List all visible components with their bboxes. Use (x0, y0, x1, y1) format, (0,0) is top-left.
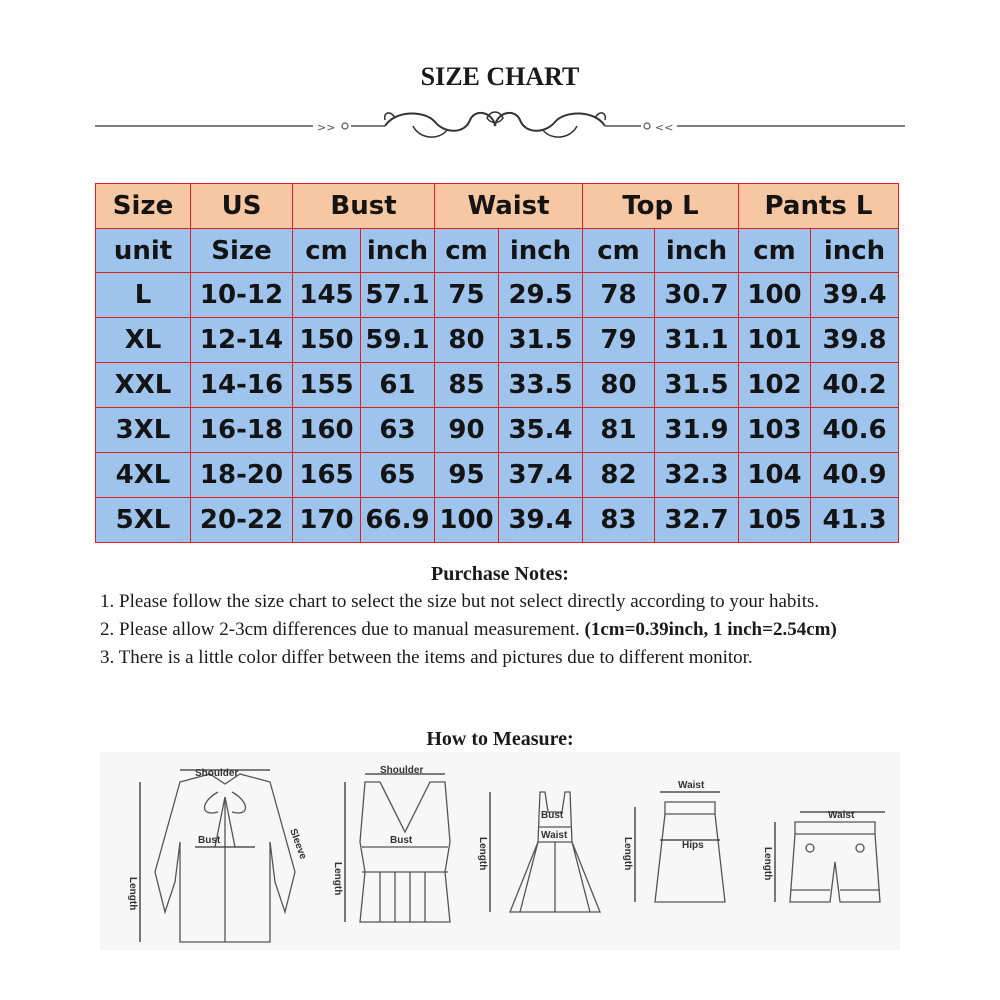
how-to-measure-title: How to Measure: (426, 728, 574, 750)
table-cell: 12-14 (191, 318, 293, 363)
table-cell: 102 (739, 363, 811, 408)
table-cell: 40.9 (811, 453, 899, 498)
size-table (95, 183, 899, 543)
table-row (96, 408, 899, 453)
table-cell: 75 (435, 273, 499, 318)
table-cell: 31.5 (499, 318, 583, 363)
table-cell: 32.3 (655, 453, 739, 498)
table-row (96, 273, 899, 318)
table-cell: 39.4 (499, 498, 583, 543)
table-cell: 104 (739, 453, 811, 498)
table-cell: 59.1 (361, 318, 435, 363)
waist-label-2: Waist (678, 780, 705, 791)
table-cell: 31.9 (655, 408, 739, 453)
table-cell: 80 (435, 318, 499, 363)
waist-label-3: Waist (828, 810, 855, 821)
table-cell: 101 (739, 318, 811, 363)
shoulder-label-1: Shoulder (195, 768, 239, 779)
table-cell: 160 (293, 408, 361, 453)
table-cell: 39.4 (811, 273, 899, 318)
length-label-4: Length (622, 837, 633, 871)
table-cell: 40.2 (811, 363, 899, 408)
notes-heading: Purchase Notes: (431, 563, 569, 585)
shorts-icon (775, 812, 885, 902)
table-cell: 3XL (96, 408, 191, 453)
subheader-cell: Size (191, 229, 293, 273)
note-conversion: (1cm=0.39inch, 1 inch=2.54cm) (584, 619, 837, 640)
subheader-cell: cm (435, 229, 499, 273)
table-header-row (96, 184, 899, 229)
table-row (96, 363, 899, 408)
header-cell: Top L (583, 184, 739, 229)
header-cell: Bust (293, 184, 435, 229)
table-cell: 33.5 (499, 363, 583, 408)
table-cell: 78 (583, 273, 655, 318)
table-cell: 30.7 (655, 273, 739, 318)
purchase-notes (100, 560, 920, 672)
bust-label-2: Bust (390, 835, 413, 846)
header-cell: US (191, 184, 293, 229)
note-item: 1. Please follow the size chart to select the size but not select directly according to your habits. (100, 591, 820, 612)
table-cell: 32.7 (655, 498, 739, 543)
table-cell: 105 (739, 498, 811, 543)
blouse-icon (140, 770, 295, 942)
length-label-3: Length (477, 837, 488, 871)
ornament-divider (95, 100, 905, 156)
table-cell: 103 (739, 408, 811, 453)
table-cell: 65 (361, 453, 435, 498)
table-row (96, 453, 899, 498)
note-item-text: 2. Please allow 2-3cm differences due to manual measurement. (100, 619, 580, 640)
camisole-icon (345, 774, 450, 922)
table-cell: L (96, 273, 191, 318)
measurement-diagram (100, 752, 900, 950)
table-cell: 29.5 (499, 273, 583, 318)
table-cell: 95 (435, 453, 499, 498)
note-item (100, 616, 920, 644)
subheader-cell: inch (361, 229, 435, 273)
sleeve-label: Sleeve (287, 827, 309, 861)
table-cell: 16-18 (191, 408, 293, 453)
table-cell: 150 (293, 318, 361, 363)
table-cell: 4XL (96, 453, 191, 498)
hips-label: Hips (682, 840, 704, 851)
table-cell: 5XL (96, 498, 191, 543)
table-cell: 10-12 (191, 273, 293, 318)
header-cell: Waist (435, 184, 583, 229)
table-cell: 80 (583, 363, 655, 408)
table-cell: 18-20 (191, 453, 293, 498)
header-cell: Pants L (739, 184, 899, 229)
table-cell: 39.8 (811, 318, 899, 363)
table-cell: 41.3 (811, 498, 899, 543)
table-cell: 170 (293, 498, 361, 543)
table-cell: 37.4 (499, 453, 583, 498)
bust-label-1: Bust (198, 835, 221, 846)
table-cell: 66.9 (361, 498, 435, 543)
table-cell: 165 (293, 453, 361, 498)
shoulder-label-2: Shoulder (380, 765, 424, 776)
size-chart-title: SIZE CHART (420, 62, 580, 91)
table-row (96, 498, 899, 543)
table-cell: 83 (583, 498, 655, 543)
subheader-cell: cm (583, 229, 655, 273)
waist-label-1: Waist (541, 830, 568, 841)
bust-label-3: Bust (541, 810, 564, 821)
garment-illustrations (100, 752, 900, 950)
subheader-cell: inch (499, 229, 583, 273)
table-cell: 81 (583, 408, 655, 453)
length-label-2: Length (332, 862, 343, 896)
header-cell: Size (96, 184, 191, 229)
table-cell: 31.1 (655, 318, 739, 363)
table-cell: 79 (583, 318, 655, 363)
table-cell: 63 (361, 408, 435, 453)
table-cell: 35.4 (499, 408, 583, 453)
table-subheader-row (96, 229, 899, 273)
table-cell: 100 (739, 273, 811, 318)
length-label-1: Length (127, 877, 138, 911)
table-cell: 57.1 (361, 273, 435, 318)
table-cell: 85 (435, 363, 499, 408)
svg-text:<<: << (655, 121, 674, 134)
length-label-5: Length (762, 847, 773, 881)
subheader-cell: cm (739, 229, 811, 273)
subheader-cell: cm (293, 229, 361, 273)
table-cell: 82 (583, 453, 655, 498)
table-cell: 31.5 (655, 363, 739, 408)
table-cell: XL (96, 318, 191, 363)
table-cell: 40.6 (811, 408, 899, 453)
subheader-cell: inch (655, 229, 739, 273)
skirt-icon (635, 792, 725, 902)
table-cell: 145 (293, 273, 361, 318)
table-cell: 90 (435, 408, 499, 453)
subheader-cell: unit (96, 229, 191, 273)
table-cell: 61 (361, 363, 435, 408)
table-cell: 20-22 (191, 498, 293, 543)
table-row (96, 318, 899, 363)
table-cell: 14-16 (191, 363, 293, 408)
subheader-cell: inch (811, 229, 899, 273)
table-cell: 100 (435, 498, 499, 543)
table-cell: XXL (96, 363, 191, 408)
table-cell: 155 (293, 363, 361, 408)
svg-text:>>: >> (317, 121, 336, 134)
note-item: 3. There is a little color differ between the items and pictures due to different monitor. (100, 647, 753, 668)
